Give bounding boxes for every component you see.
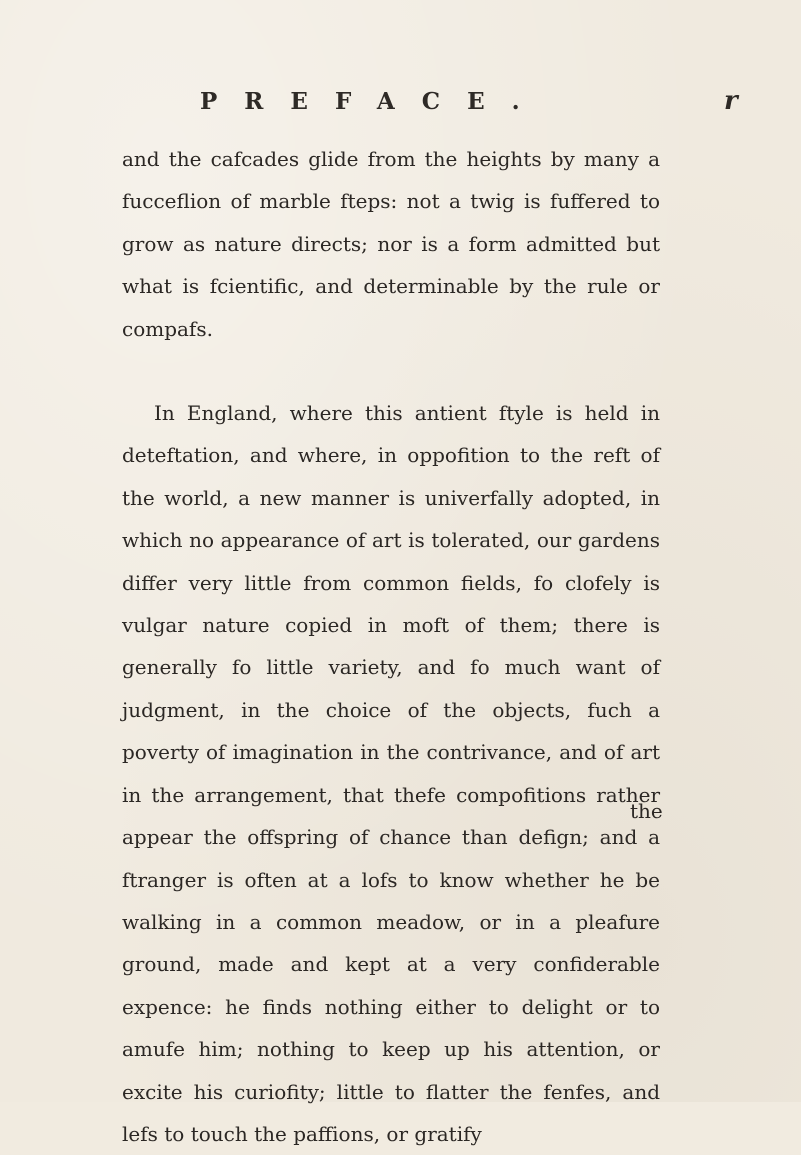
body-text	[122, 138, 660, 1155]
running-title: PREFACE.	[200, 88, 547, 115]
page-folio: r	[724, 86, 738, 116]
catchword: the	[630, 799, 663, 823]
running-head	[0, 88, 801, 128]
paragraph-1: and the cafcades glide from the heights by many a fucceflion of marble fteps: not a twig is fuffered to grow as nature directs; nor is a form admitted but what is fcientific, and determinable by the rule or compafs.	[122, 147, 660, 341]
paragraph-2: In England, where this antient ftyle is held in deteftation, and where, in oppofition to the reft of the world, a new manner is univerfally adopted, in which no appearance of art is tolerated, our gardens differ very little from common fields, fo clofely is vulgar nature copied in moft of them; there is generally fo little variety, and fo much want of judgment, in the choice of the objects, fuch a poverty of imagination in the contrivance, and of art in the arrangement, that thefe compofitions rather appear the offspring of chance than defign; and a ftranger is often at a lofs to know whether he be walking in a common meadow, or in a pleafure ground, made and kept at a very confiderable expence: he finds nothing either to delight or to amufe him; nothing to keep up his attention, or excite his curiofity; little to flatter the fenfes, and lefs to touch the paffions, or gratify	[122, 401, 660, 1146]
